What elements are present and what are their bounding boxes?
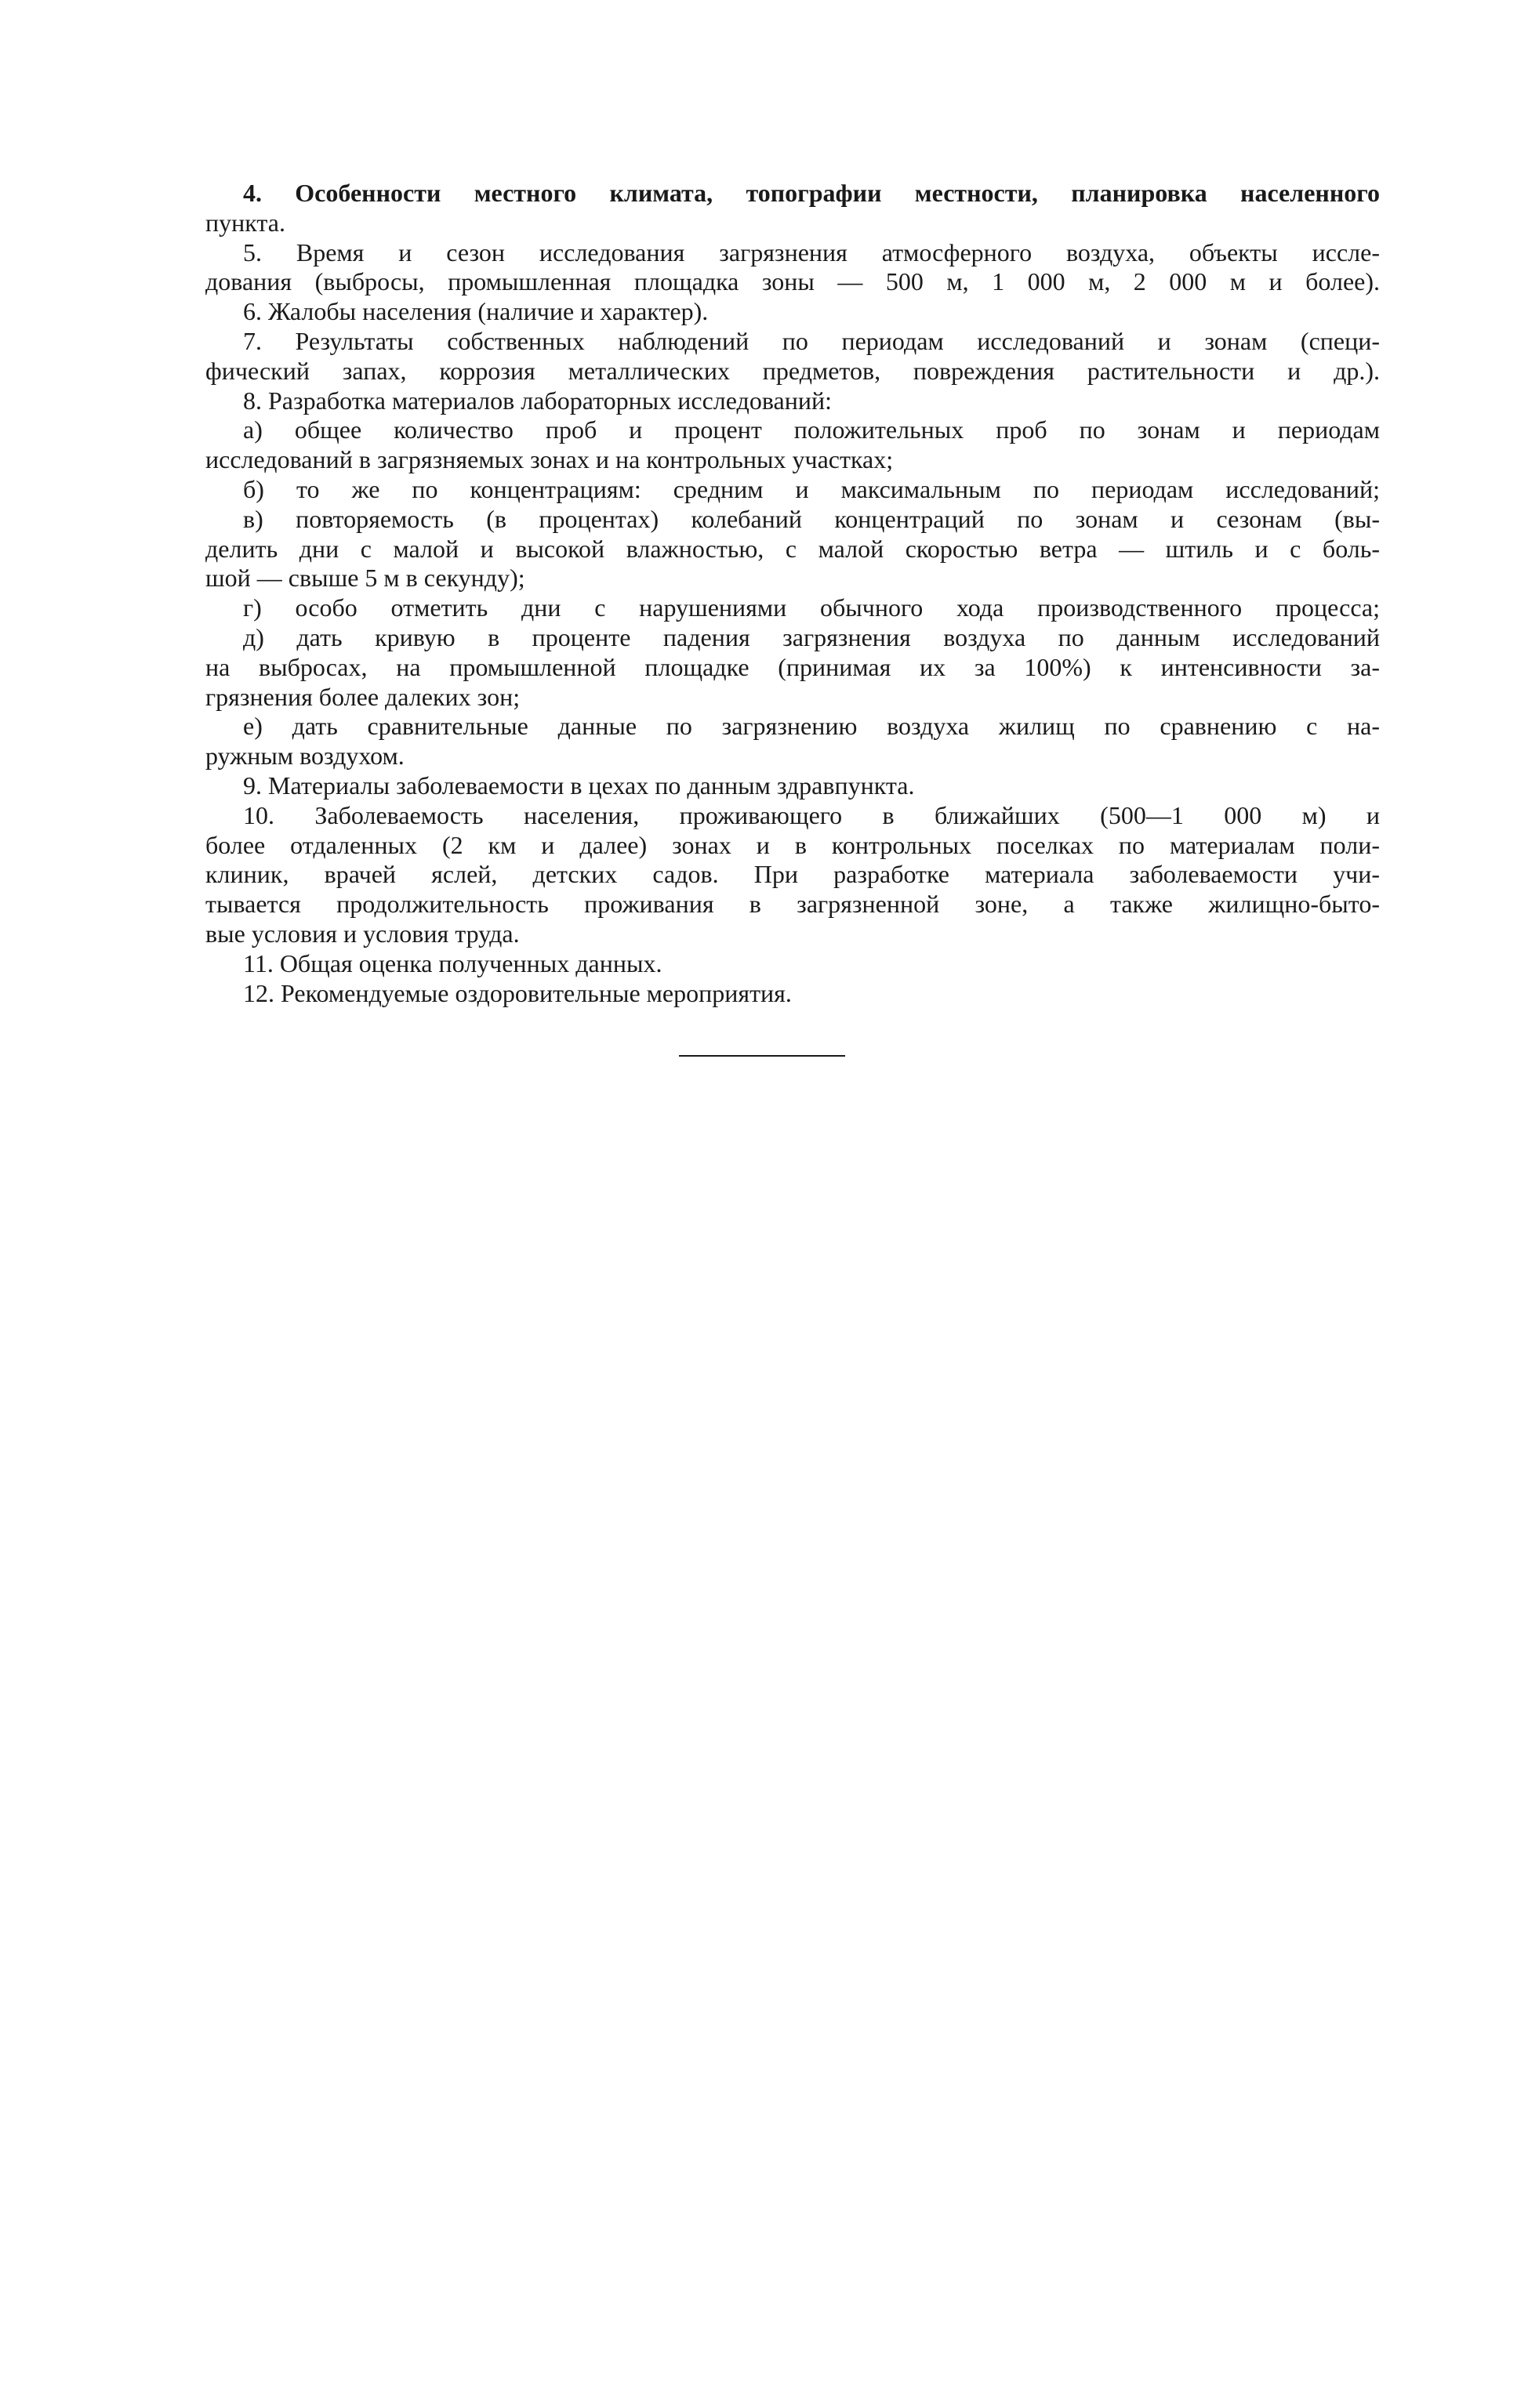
item-9-line: 9. Материалы заболеваемости в цехах по данным здравпункта. <box>243 771 915 800</box>
end-separator-rule <box>679 1055 845 1057</box>
item-4-line-2: пункта. <box>205 208 285 237</box>
item-8e-line-1: д) дать кривую в проценте падения загрязнения воздуха по данным исследований <box>243 622 1380 651</box>
item-10-line-2: более отдаленных (2 км и далее) зонах и в контрольных поселках по материалам поли- <box>205 830 1380 859</box>
item-8e-line-2: на выбросах, на промышленной площадке (принимая их за 100%) к интенсивности за- <box>205 652 1380 681</box>
item-8f-line-1: е) дать сравнительные данные по загрязнению воздуха жилищ по сравнению с на- <box>243 712 1380 741</box>
item-10-line-3: клиник, врачей яслей, детских садов. При разработке материала заболеваемости учи- <box>205 860 1380 889</box>
document-body <box>205 179 1380 1008</box>
item-8c-line-1: в) повторяемость (в процентах) колебаний концентраций по зонам и сезонам (вы- <box>243 504 1380 533</box>
item-11-line: 11. Общая оценка полученных данных. <box>243 948 662 977</box>
item-8a-line-1: а) общее количество проб и процент положительных проб по зонам и периодам <box>243 415 1380 444</box>
item-8c-line-2: делить дни с малой и высокой влажностью, с малой скоростью ветра — штиль и с боль- <box>205 534 1380 563</box>
item-8e-line-3: грязнения более далеких зон; <box>205 682 521 711</box>
item-8-heading: 8. Разработка материалов лабораторных исследований: <box>243 386 832 415</box>
item-8f-line-2: ружным воздухом. <box>205 742 405 771</box>
item-8a-line-2: исследований в загрязняемых зонах и на контрольных участках; <box>205 445 894 474</box>
item-7-line-1: 7. Результаты собственных наблюдений по периодам исследований и зонам (специ- <box>243 326 1380 355</box>
item-12-line: 12. Рекомендуемые оздоровительные мероприятия. <box>243 978 792 1007</box>
item-8d-line: г) особо отметить дни с нарушениями обычного хода производственного процесса; <box>243 593 1380 622</box>
item-5-line-2: дования (выбросы, промышленная площадка зоны — 500 м, 1 000 м, 2 000 м и более). <box>205 267 1380 296</box>
item-5-line-1: 5. Время и сезон исследования загрязнения атмосферного воздуха, объекты иссле- <box>243 238 1380 267</box>
item-6-line: 6. Жалобы населения (наличие и характер). <box>243 297 709 326</box>
item-8c-line-3: шой — свыше 5 м в секунду); <box>205 564 525 593</box>
item-4-line-1: 4. Особенности местного климата, топографии местности, планировка населенного <box>243 179 1380 207</box>
item-10-line-4: тывается продолжительность проживания в загрязненной зоне, а также жилищно-быто- <box>205 890 1380 919</box>
item-8b-line: б) то же по концентрациям: средним и максимальным по периодам исследований; <box>243 474 1380 503</box>
item-7-line-2: фический запах, коррозия металлических предметов, повреждения растительности и др.). <box>205 356 1380 385</box>
item-10-line-1: 10. Заболеваемость населения, проживающего в ближайших (500—1 000 м) и <box>243 800 1380 829</box>
item-10-line-5: вые условия и условия труда. <box>205 919 520 948</box>
